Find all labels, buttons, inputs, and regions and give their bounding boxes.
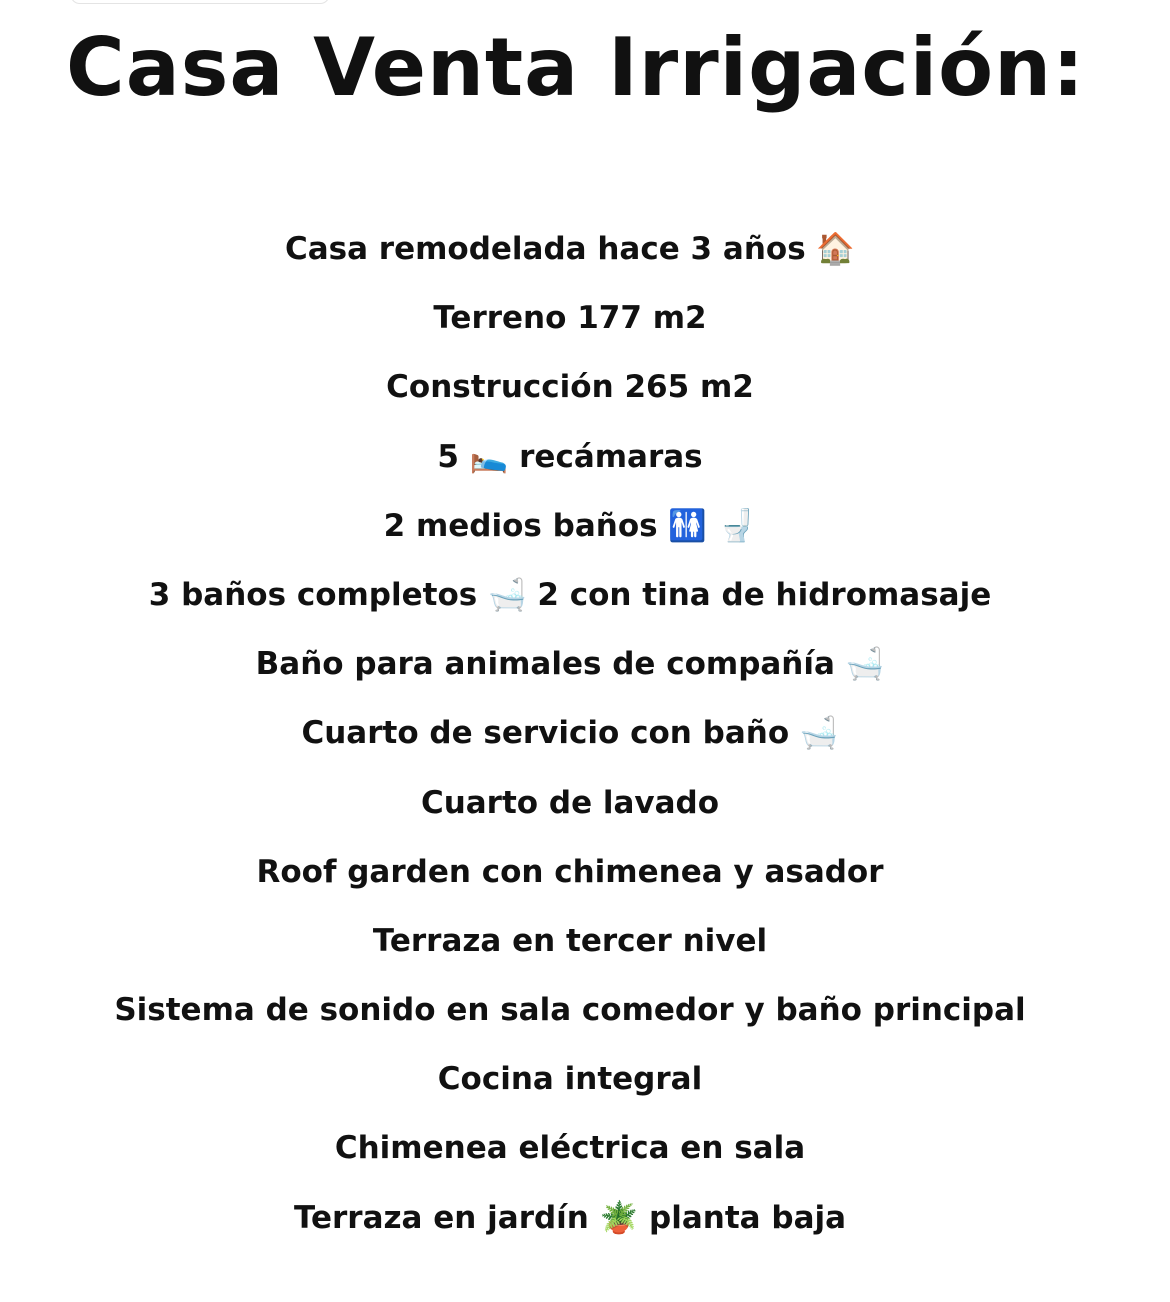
feature-list (0, 226, 1140, 1264)
top-card-edge (70, 0, 330, 4)
feature-bano-mascotas: Baño para animales de compañía 🛁 (255, 646, 885, 683)
feature-roof-garden: Roof garden con chimenea y asador (256, 853, 884, 890)
feature-cocina-integral: Cocina integral (437, 1061, 703, 1098)
feature-construccion: Construcción 265 m2 (386, 369, 754, 406)
feature-remodelada: Casa remodelada hace 3 años 🏠 (284, 231, 856, 267)
feature-cuarto-servicio: Cuarto de servicio con baño 🛁 (301, 715, 839, 752)
feature-chimenea-electrica: Chimenea eléctrica en sala (334, 1130, 806, 1167)
feature-sistema-sonido: Sistema de sonido en sala comedor y baño principal (114, 992, 1026, 1029)
feature-terraza-jardin: Terraza en jardín 🪴 planta baja (293, 1199, 847, 1236)
feature-terreno: Terreno 177 m2 (433, 300, 707, 337)
feature-cuarto-lavado: Cuarto de lavado (420, 784, 720, 821)
feature-banos-completos: 3 baños completos 🛁 2 con tina de hidromasaje (148, 576, 992, 613)
page-title: Casa Venta Irrigación: (66, 21, 1086, 114)
feature-medios-banos: 2 medios baños 🚻 🚽 (383, 507, 757, 544)
feature-terraza-tercer-nivel: Terraza en tercer nivel (372, 922, 768, 959)
feature-recamaras: 5 🛌 recámaras (437, 438, 703, 475)
